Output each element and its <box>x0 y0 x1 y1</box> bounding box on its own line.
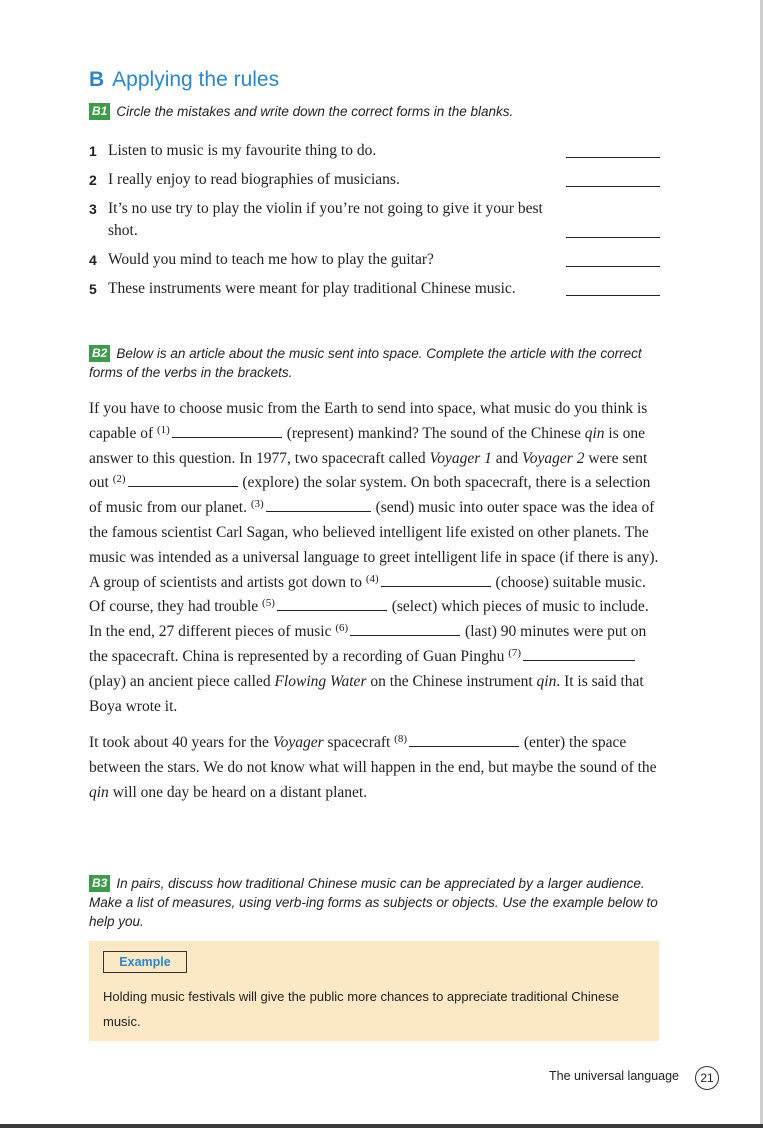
b1-item-text: These instruments were meant for play traditional Chinese music. <box>108 280 516 297</box>
article-italic: Voyager 1 <box>429 449 492 467</box>
b1-item-5 <box>89 278 664 300</box>
article-italic: qin <box>536 672 557 690</box>
b3-instruction <box>89 874 669 931</box>
answer-blank[interactable] <box>566 156 660 158</box>
article-text: spacecraft <box>327 734 391 752</box>
article-text: It took about 40 years for the <box>89 734 269 752</box>
article-text: (send) music into outer space was the idea of the famous scientist Carl Sagan, who believed intelligent life existed on other planets. The music was intended as a universal language to greet intelligent life in space (if there is any). A group of scientists and artists got down to <box>89 499 659 591</box>
article-text: (represent) mankind? The sound of the Chinese <box>286 424 581 442</box>
article-text: (choose) suitable music. Of course, they had trouble <box>89 573 646 616</box>
gap-blank-3[interactable] <box>266 497 371 512</box>
b2-badge: B2 <box>89 345 110 362</box>
gap-blank-5[interactable] <box>277 596 387 611</box>
gap-number: (2) <box>112 473 126 486</box>
article-italic: Flowing Water <box>274 672 367 690</box>
article-italic: qin <box>89 783 109 801</box>
gap-number: (6) <box>335 622 349 635</box>
section-title-text: Applying the rules <box>112 68 280 91</box>
section-heading <box>89 68 279 92</box>
article-text: . It is said that Boya wrote it. <box>89 672 644 715</box>
article-text: If you have to choose music from the Earth to send into space, what music do you think is capable of <box>89 400 648 442</box>
answer-blank[interactable] <box>566 265 660 267</box>
article-paragraph-2 <box>89 731 664 805</box>
gap-number: (4) <box>365 572 379 585</box>
b1-item-text: Would you mind to teach me how to play the guitar? <box>108 251 434 268</box>
article-text: is one answer to this question. In 1977, two spacecraft called <box>89 424 645 467</box>
gap-blank-7[interactable] <box>523 646 635 661</box>
gap-blank-6[interactable] <box>350 621 460 636</box>
b1-badge: B1 <box>89 103 110 120</box>
b1-item-1 <box>89 140 664 162</box>
b2-instruction-text: Below is an article about the music sent into space. Complete the article with the correct forms of the verbs in the brackets. <box>89 346 642 380</box>
b1-item-4 <box>89 249 664 271</box>
gap-blank-2[interactable] <box>128 472 238 487</box>
article-text: (play) an ancient piece called <box>89 672 271 690</box>
gap-number: (3) <box>250 498 264 511</box>
article-text: (enter) the space between the stars. We do not know what will happen in the end, but maybe the sound of the <box>89 734 657 777</box>
article-text: (explore) the solar system. On both spacecraft, there is a selection of music from our planet. <box>89 474 651 517</box>
article-paragraph-1 <box>89 397 664 719</box>
answer-blank[interactable] <box>566 185 660 187</box>
answer-blank[interactable] <box>566 294 660 296</box>
b2-article <box>89 397 664 806</box>
b1-item-text: Listen to music is my favourite thing to do. <box>108 142 377 159</box>
section-letter: B <box>89 68 105 91</box>
gap-blank-1[interactable] <box>172 423 282 438</box>
article-italic: Voyager <box>272 734 324 752</box>
article-text: will one day be heard on a distant planet. <box>112 783 368 801</box>
b1-exercise-list <box>89 140 664 307</box>
page-edge-bottom <box>0 1124 763 1128</box>
b1-item-number: 3 <box>89 201 97 217</box>
example-label: Example <box>103 951 187 973</box>
example-box <box>89 941 659 1041</box>
article-text: (select) which pieces of music to include. In the end, 27 different pieces of music <box>89 598 649 641</box>
b1-item-text: It’s no use try to play the violin if you’re not going to give it your best shot. <box>108 200 543 239</box>
footer-unit-title: The universal language <box>549 1069 679 1083</box>
b2-instruction <box>89 344 669 382</box>
b1-item-number: 4 <box>89 252 97 268</box>
b1-item-text: I really enjoy to read biographies of musicians. <box>108 171 400 188</box>
article-text: on the Chinese instrument <box>370 672 533 690</box>
article-text: were sent out <box>89 449 648 492</box>
b1-item-number: 5 <box>89 281 97 297</box>
article-italic: Voyager 2 <box>522 449 585 467</box>
gap-blank-8[interactable] <box>409 732 519 747</box>
page-number: 21 <box>695 1066 719 1090</box>
b1-item-3 <box>89 198 664 242</box>
gap-number: (1) <box>157 423 170 436</box>
article-text: (last) 90 minutes were put on the spacecraft. China is represented by a recording of Guan Pinghu <box>89 623 647 665</box>
article-italic: qin <box>584 424 605 442</box>
b1-instruction <box>89 102 669 121</box>
gap-number: (8) <box>394 733 407 746</box>
gap-number: (7) <box>508 646 522 659</box>
b1-item-2 <box>89 169 664 191</box>
example-text: Holding music festivals will give the public more chances to appreciate traditional Chinese music. <box>103 989 619 1029</box>
b1-instruction-text: Circle the mistakes and write down the correct forms in the blanks. <box>116 104 514 119</box>
article-text: and <box>495 449 519 467</box>
gap-blank-4[interactable] <box>381 572 491 587</box>
b1-item-number: 1 <box>89 143 97 159</box>
gap-number: (5) <box>262 597 275 610</box>
b1-item-number: 2 <box>89 172 97 188</box>
b3-badge: B3 <box>89 875 110 892</box>
b3-instruction-text: In pairs, discuss how traditional Chinese music can be appreciated by a larger audience. Make a list of measures, using verb-ing forms as subjects or objects. Use the example below to help you. <box>89 876 658 929</box>
answer-blank[interactable] <box>566 236 660 238</box>
